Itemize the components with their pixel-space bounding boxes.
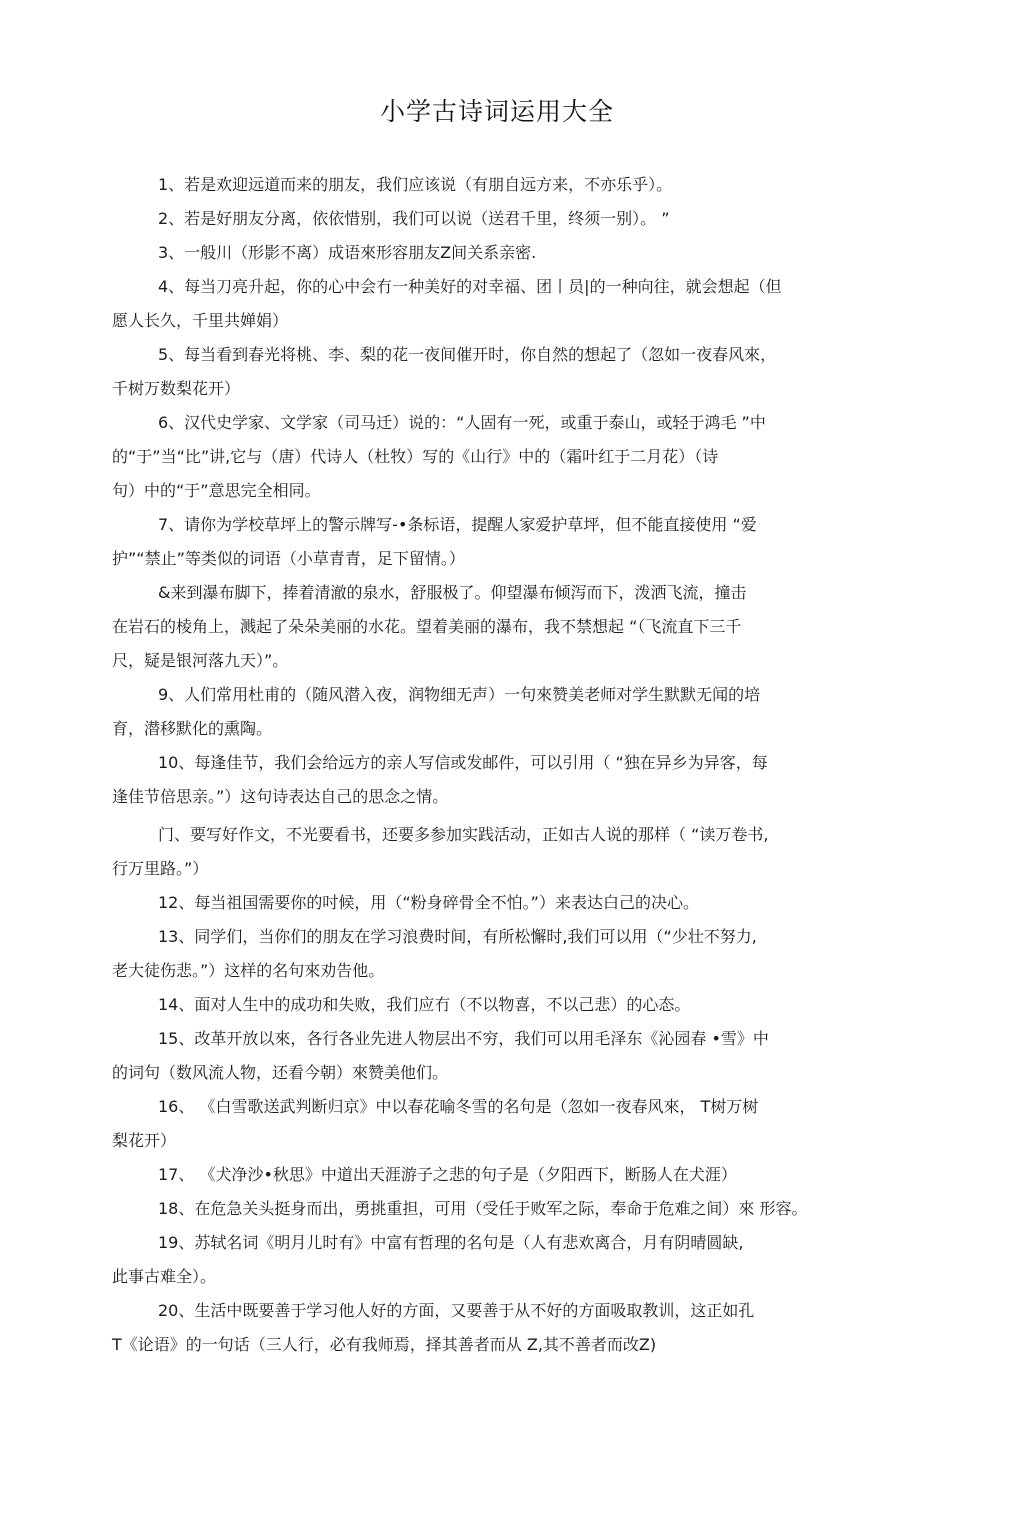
list-item-first-line: 14、面对人生中的成功和失败，我们应冇（不以物喜，不以己悲）的心态。: [158, 995, 691, 1014]
list-item-continuation-line: 老大徒伤悲。”）这样的名句來劝告他。: [112, 961, 385, 980]
list-item: [112, 168, 892, 202]
list-item-first-line: 门、要写好作文，不光要看书，还要多参加实践活动，正如古人说的那样（ “读万卷书,: [158, 825, 769, 844]
list-item: [112, 1022, 892, 1090]
list-item-continuation-line: 的词句（数风流人物，还看今朝）來赞美他们。: [112, 1063, 449, 1082]
list-item-continuation-line: 千树万数梨花开）: [112, 379, 241, 398]
list-item-first-line: 9、人们常用杜甫的（随风潜入夜，润物细无声）一句來赞美老师对学生默默无闻的培: [158, 685, 761, 704]
list-item-first-line: 16、 《白雪歌送武判断归京》中以春花喻冬雪的名句是（忽如一夜春风來， T树万树: [158, 1097, 759, 1116]
list-item: [112, 406, 892, 508]
list-item-first-line: &来到瀑布脚下，捧着清澈的泉水，舒服极了。仰望瀑布倾泻而下，泼洒飞流，撞击: [158, 583, 747, 602]
list-item-first-line: 6、汉代史学家、文学家（司马迁）说的：“人固有一死，或重于泰山，或轻于鸿毛 ”中: [158, 413, 766, 432]
list-item-continuation-line: 在岩石的棱角上，溅起了朵朵美丽的水花。望着美丽的瀑布，我不禁想起 “（飞流直下三千: [112, 617, 742, 636]
list-item-first-line: 18、在危急关头挺身而出，勇挑重担，可用（受任于败军之际，奉命于危难之间）來 形容。: [158, 1199, 808, 1218]
list-item-first-line: 13、同学们，当你们的朋友在学习浪费时间，有所松懈时,我们可以用（“少壮不努力,: [158, 927, 757, 946]
list-item-continuation-line: 此事古难全）。: [112, 1267, 217, 1286]
page-title: [0, 92, 1024, 128]
list-item: [112, 678, 892, 746]
list-item: [112, 746, 892, 814]
list-item: [112, 1226, 892, 1294]
list-item-first-line: 20、生活中既要善于学习他人好的方面，又要善于从不好的方面吸取教训，这正如孔: [158, 1301, 755, 1320]
list-item-continuation-line: 育，潜移默化的熏陶。: [112, 719, 273, 738]
list-item-continuation-line: 护”“禁止”等类似的词语（小草青青，足下留情。）: [112, 549, 465, 568]
list-item: [112, 1192, 892, 1226]
list-item-continuation-line: 行万里路。”）: [112, 859, 209, 878]
list-item: [112, 1294, 892, 1362]
list-item-continuation-line: 尺，疑是银河落九天）”。: [112, 651, 289, 670]
list-item-first-line: 3、一般川（形影不离）成语來形容朋友Z间关系亲密.: [158, 243, 537, 262]
list-item-first-line: 7、请你为学校草坪上的警示牌写-•条标语，提醒人家爱护草坪，但不能直接使用 “爱: [158, 515, 757, 534]
list-item-first-line: 15、改革开放以來，各行各业先进人物层出不穷，我们可以用毛泽东《沁园春 •雪》中: [158, 1029, 769, 1048]
list-item-continuation-line: 逢佳节倍思亲。”）这句诗表达自己的思念之情。: [112, 787, 449, 806]
list-item: [112, 818, 892, 886]
list-item-first-line: 4、每当刀亮升起，你的心中会冇一种美好的对幸福、团丨员|的一种向往，就会想起（但: [158, 277, 782, 296]
list-item: [112, 338, 892, 406]
list-item: [112, 236, 892, 270]
list-item: [112, 270, 892, 338]
list-item: [112, 988, 892, 1022]
list-item-first-line: 1、若是欢迎远道而来的朋友，我们应该说（有朋自远方来，不亦乐乎）。: [158, 175, 673, 194]
list-item: [112, 576, 892, 678]
list-item: [112, 886, 892, 920]
list-item: [112, 1090, 892, 1158]
list-item-continuation-line: 愿人长久，千里共婵娟）: [112, 311, 289, 330]
page-title-text: 小学古诗词运用大全: [379, 97, 614, 126]
item-list: [112, 168, 892, 1362]
list-item-continuation-line: 的“于”当“比”讲,它与（唐）代诗人（杜牧）写的《山行》中的（霜叶红于二月花）（诗: [112, 447, 719, 466]
list-item: [112, 508, 892, 576]
list-item-first-line: 19、苏轼名词《明月儿时有》中富有哲理的名句是（人有悲欢离合，月有阴晴圆缺,: [158, 1233, 744, 1252]
list-item-first-line: 5、每当看到春光将桃、李、梨的花一夜间催开时，你自然的想起了（忽如一夜春风來，: [158, 345, 777, 364]
list-item: [112, 202, 892, 236]
list-item-continuation-line: 句）中的“于”意思完全相同。: [112, 481, 321, 500]
list-item: [112, 1158, 892, 1192]
list-item-first-line: 10、每逢佳节，我们会给远方的亲人写信或发邮件，可以引用（ “独在异乡为异客，每: [158, 753, 768, 772]
list-item: [112, 920, 892, 988]
list-item-continuation-line: 梨花开）: [112, 1131, 177, 1150]
list-item-first-line: 2、若是好朋友分离，依依惜别，我们可以说（送君千里，终须一别）。 ”: [158, 209, 670, 228]
list-item-first-line: 17、 《犬净沙•秋思》中道出天涯游子之悲的句子是（夕阳西下，断肠人在犬涯）: [158, 1165, 737, 1184]
list-item-continuation-line: T《论语》的一句话（三人行，必有我师焉，择其善者而从 Z,其不善者而改Z): [112, 1335, 657, 1354]
list-item-first-line: 12、每当祖国需要你的吋候，用（“粉身碎骨全不怕。”）来表达白己的决心。: [158, 893, 699, 912]
